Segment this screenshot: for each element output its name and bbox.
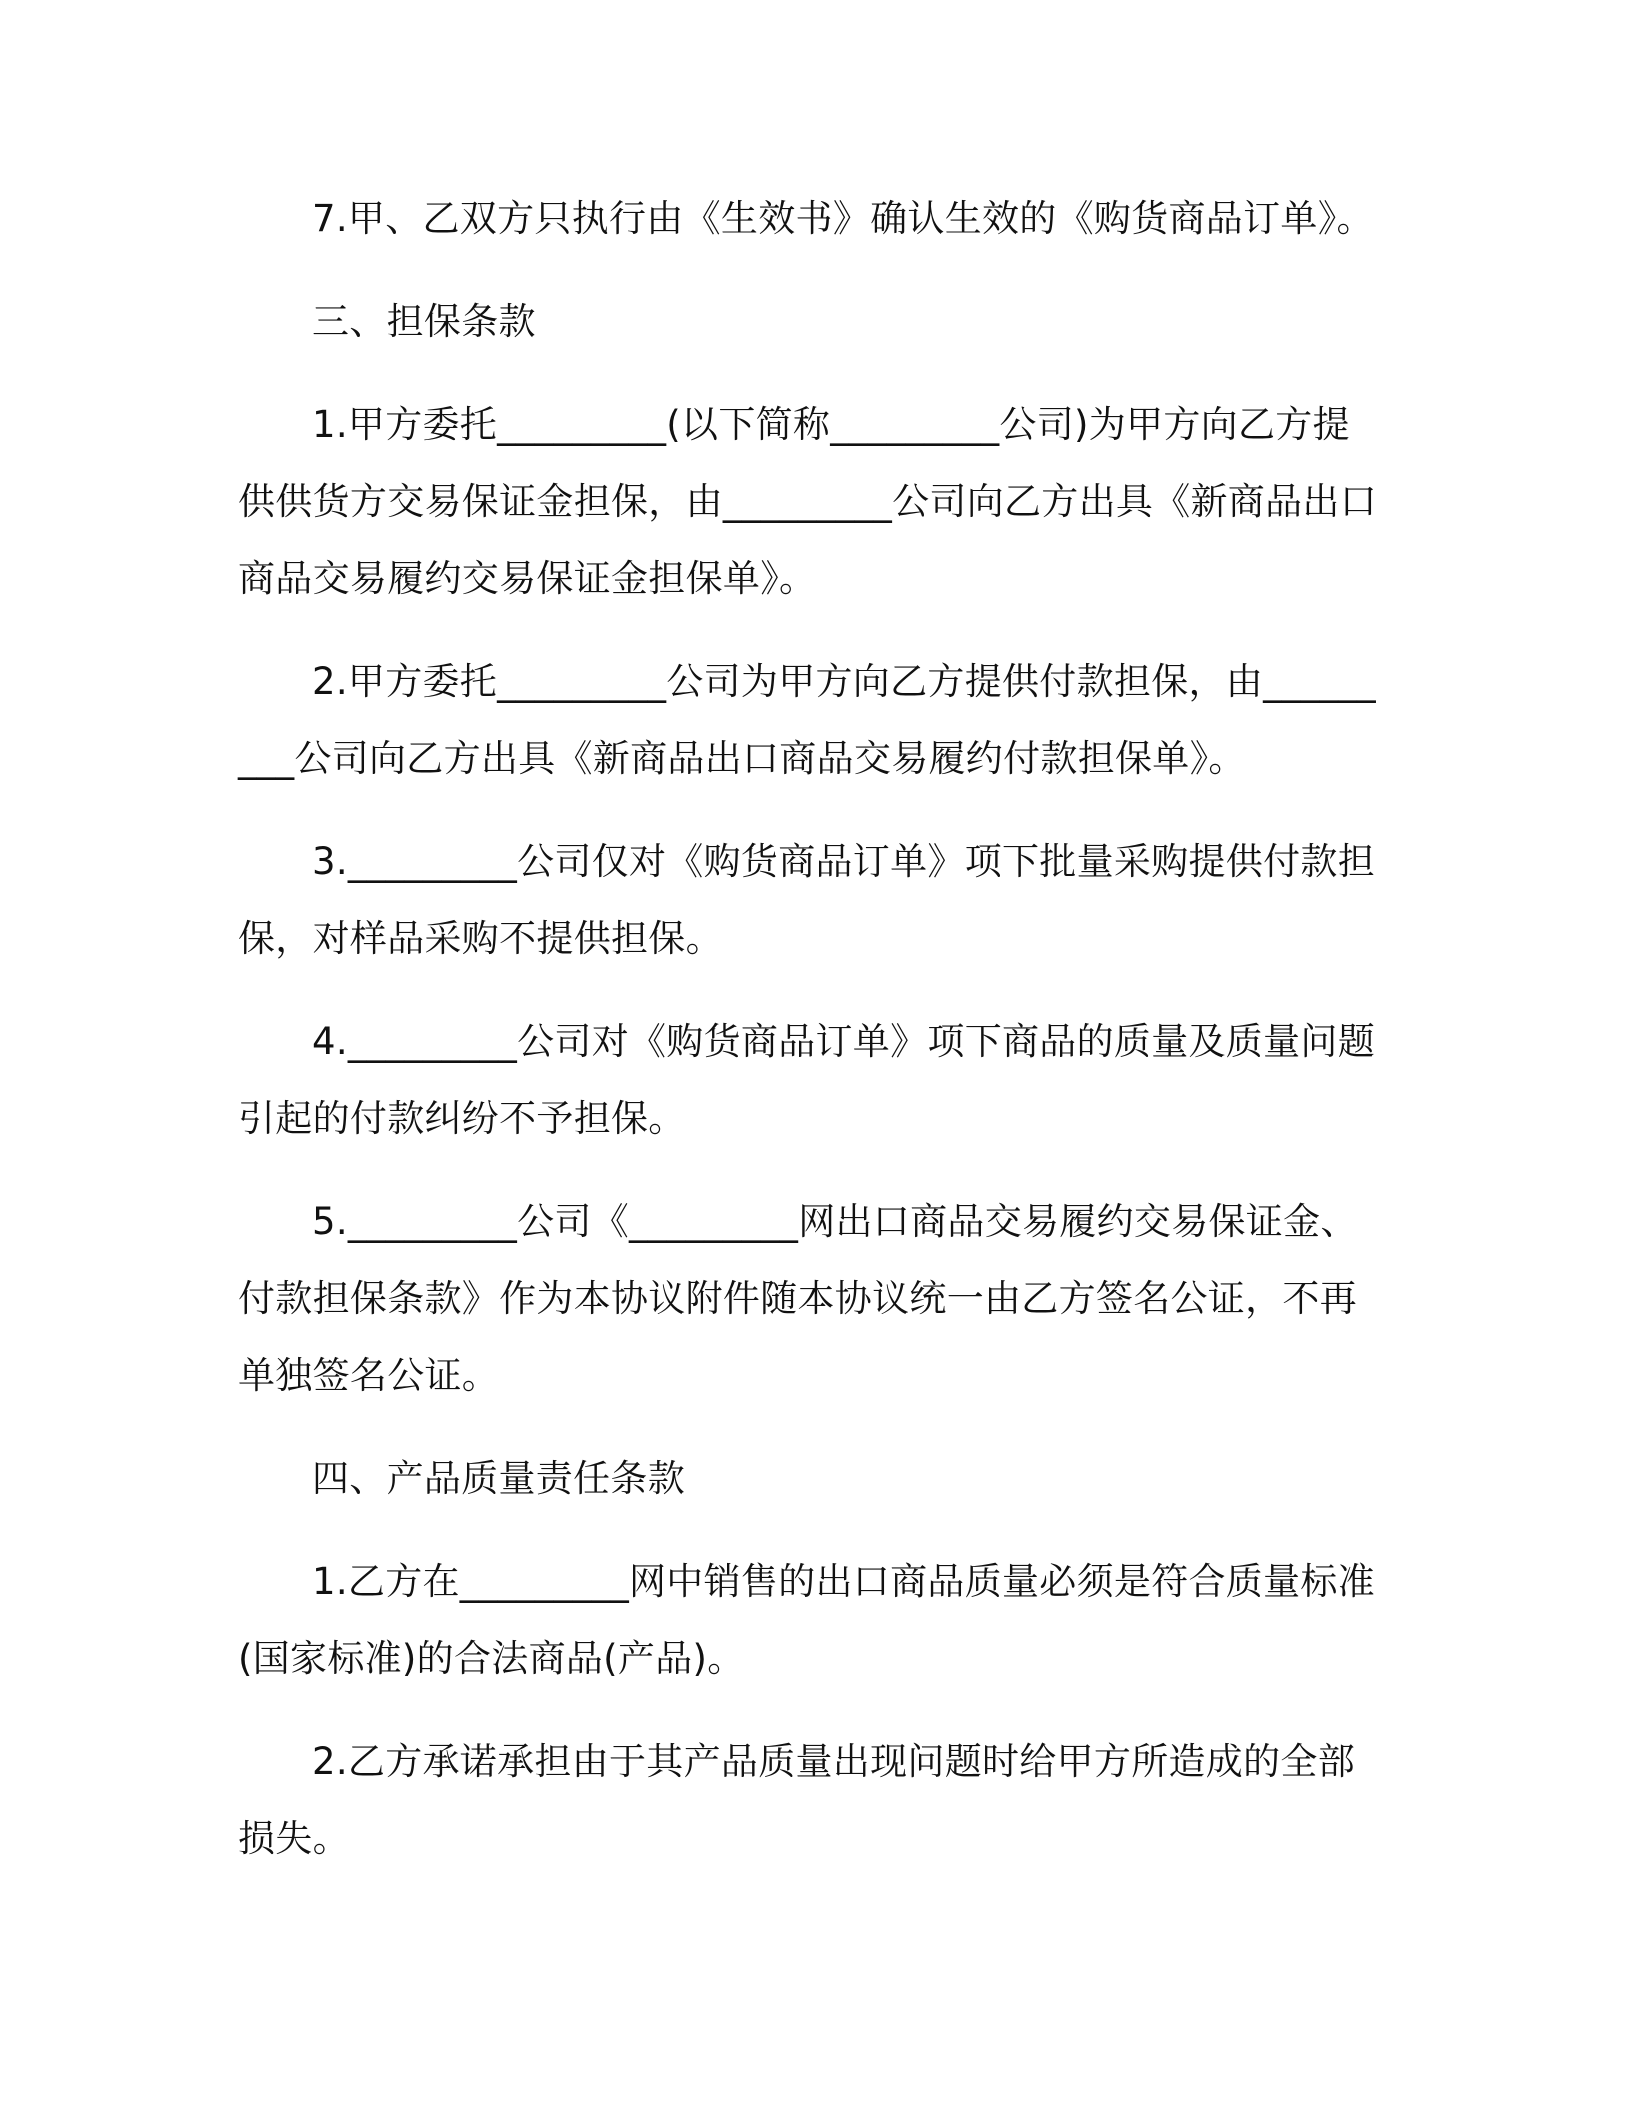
paragraph-quality-1: 1.乙方在_________网中销售的出口商品质量必须是符合质量标准(国家标准)的合法商品(产品)。 — [238, 1560, 1375, 1680]
document-body — [238, 180, 1380, 1903]
paragraph-guarantee-1: 1.甲方委托_________(以下简称_________公司)为甲方向乙方提供供货方交易保证金担保，由_________公司向乙方出具《新商品出口商品交易履约交易保证金担保单》。 — [238, 403, 1377, 600]
paragraph-quality-2: 2.乙方承诺承担由于其产品质量出现问题时给甲方所造成的全部损失。 — [238, 1740, 1355, 1860]
paragraph-7-execution-orders: 7.甲、乙双方只执行由《生效书》确认生效的《购货商品订单》。 — [312, 197, 1374, 240]
paragraph-guarantee-4: 4._________公司对《购货商品订单》项下商品的质量及质量问题引起的付款纠纷不予担保。 — [238, 1020, 1375, 1140]
section-heading-guarantee-clauses: 三、担保条款 — [312, 300, 536, 343]
paragraph-guarantee-5: 5._________公司《_________网出口商品交易履约交易保证金、付款担保条款》作为本协议附件随本协议统一由乙方签名公证，不再单独签名公证。 — [238, 1200, 1358, 1397]
section-heading-quality-liability: 四、产品质量责任条款 — [312, 1457, 685, 1500]
paragraph-guarantee-2: 2.甲方委托_________公司为甲方向乙方提供付款担保，由_________公司向乙方出具《新商品出口商品交易履约付款担保单》。 — [238, 660, 1376, 780]
paragraph-guarantee-3: 3._________公司仅对《购货商品订单》项下批量采购提供付款担保，对样品采购不提供担保。 — [238, 840, 1375, 960]
